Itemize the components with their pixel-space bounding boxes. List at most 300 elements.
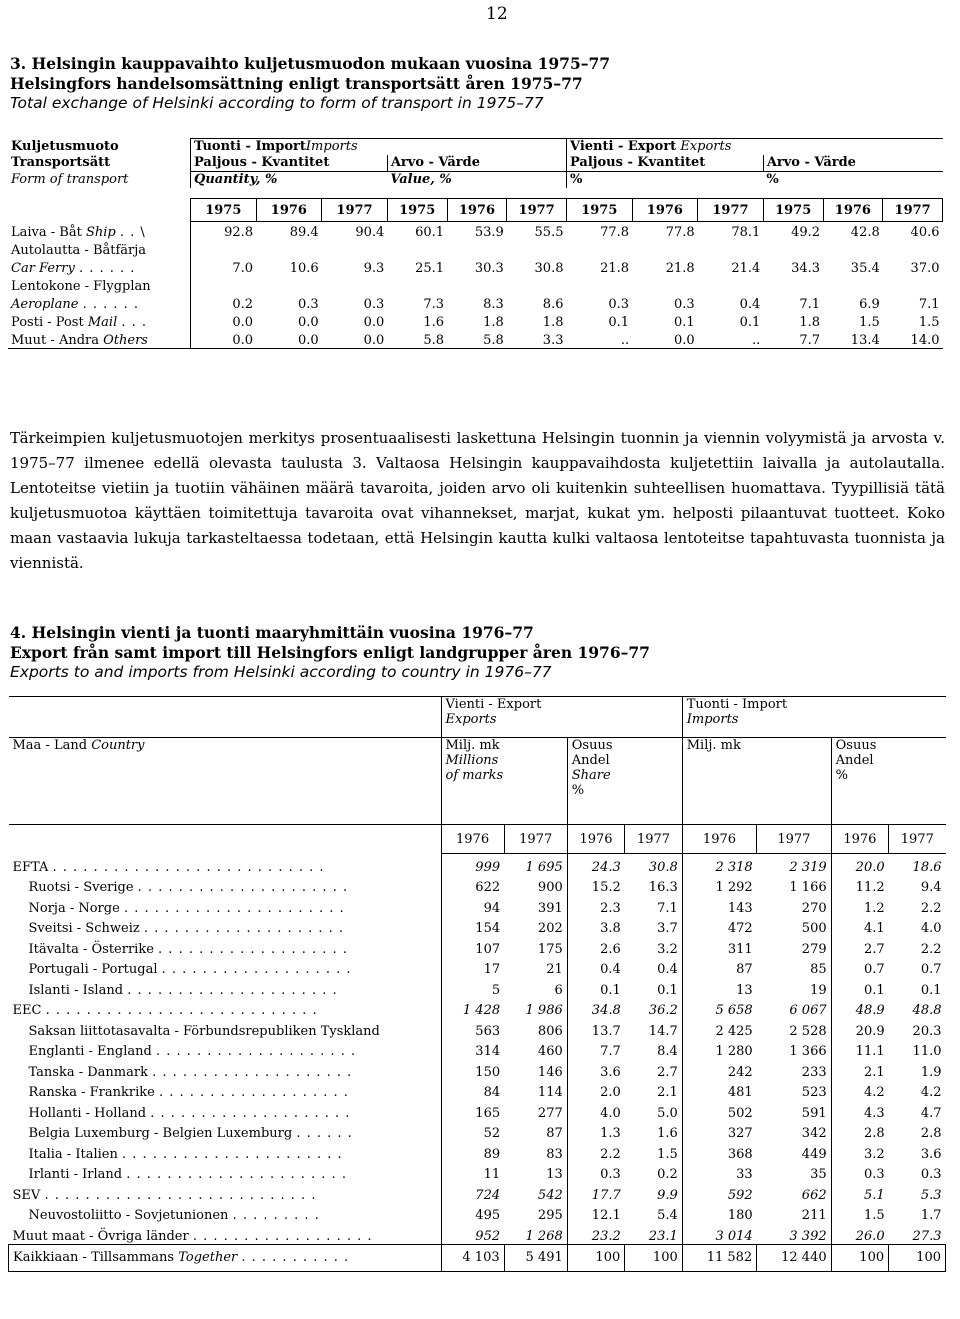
t4-cell: 563 <box>441 1018 504 1039</box>
t4-cell: 4.2 <box>920 1085 942 1100</box>
t3-mode-fi: Kuljetusmuoto <box>11 138 119 154</box>
t4-cell: 1 986 <box>525 1003 563 1018</box>
t4-total-cell: 100 <box>625 1244 683 1271</box>
t4-cell: 34.8 <box>567 998 625 1019</box>
t4-cell: 24.3 <box>567 854 625 875</box>
t4-row <box>9 1182 946 1203</box>
t4-cell: 342 <box>801 1126 827 1141</box>
t4-cell: 5.1 <box>831 1182 889 1203</box>
table4-countries <box>8 696 946 1272</box>
t4-cell: 0.1 <box>920 982 942 998</box>
t3-cell: 53.9 <box>474 225 504 240</box>
t3-row-prelabel <box>8 240 943 258</box>
t4-cell: 5.3 <box>920 1187 942 1203</box>
t3-cell: 8.3 <box>483 297 504 312</box>
t4-cell: 83 <box>546 1146 563 1162</box>
t4-cell: 2.2 <box>920 941 942 957</box>
t4-row <box>9 936 946 957</box>
t3-year-cell: 1977 <box>322 199 388 222</box>
t4-total-cell: 100 <box>567 1244 625 1271</box>
t4-cell: 4.3 <box>831 1100 889 1121</box>
table3-title-en: Total exchange of Helsinki according to form of transport in 1975–77 <box>10 94 544 112</box>
t4-cell: 2.2 <box>567 1141 625 1162</box>
t4-cell: 0.3 <box>831 1162 889 1183</box>
t3-cell: 0.0 <box>191 312 257 330</box>
t4-cell: 500 <box>801 921 827 936</box>
t4-total-cell: 100 <box>831 1244 889 1271</box>
t4-year-cell: 1977 <box>625 825 683 854</box>
t4-total-cell: 4 103 <box>441 1244 504 1271</box>
t4-row <box>9 1059 946 1080</box>
t4-cell: 952 <box>441 1223 504 1244</box>
t3-row-prelabel <box>8 276 943 294</box>
t3-cell: 89.4 <box>289 225 319 240</box>
t4-country-header: Maa - Land Country <box>9 738 442 825</box>
t3-year-cell: 1976 <box>256 199 322 222</box>
t3-cell: 1.8 <box>542 315 564 330</box>
t3-row-label: Muut - Andra Others <box>11 333 148 348</box>
t3-import-val-en: Value, % <box>390 172 452 187</box>
t4-cell: 481 <box>682 1080 756 1101</box>
t3-cell: 0.0 <box>298 333 319 348</box>
t4-cell: 20.3 <box>912 1023 942 1039</box>
t4-cell: 0.1 <box>657 982 678 998</box>
t4-cell: 3.7 <box>657 921 678 936</box>
t4-year-row <box>9 825 946 854</box>
t3-prelabel: Autolautta - Båtfärja <box>11 243 147 258</box>
t4-cell: 5.0 <box>657 1105 678 1121</box>
t4-cell: 0.7 <box>920 962 942 977</box>
t4-cell: 35 <box>810 1167 827 1182</box>
t4-cell: 391 <box>537 900 563 916</box>
t3-cell: 0.4 <box>739 297 761 312</box>
t4-cell: 33 <box>682 1162 756 1183</box>
t4-cell: 26.0 <box>831 1223 889 1244</box>
t4-cell: 17 <box>441 957 504 978</box>
t4-cell: 279 <box>801 941 827 957</box>
t4-row <box>9 1121 946 1142</box>
t3-year-cell: 1975 <box>387 199 447 222</box>
t3-cell: 5.8 <box>423 333 445 348</box>
t3-cell: 1.5 <box>859 315 880 330</box>
t4-cell: 472 <box>682 916 756 937</box>
t4-cell: 6 <box>554 982 563 998</box>
t4-cell: 14.7 <box>648 1023 678 1039</box>
t3-cell: 7.7 <box>799 333 821 348</box>
t3-cell: 42.8 <box>850 225 880 240</box>
t3-row-label: Laiva - Båt Ship . . \ <box>11 225 146 240</box>
t4-cell: 1.9 <box>920 1064 942 1080</box>
t4-cell: 0.4 <box>567 957 625 978</box>
t3-cell: 0.1 <box>673 315 695 330</box>
t3-cell: 35.4 <box>850 261 880 276</box>
t3-row <box>8 222 943 241</box>
t4-cell: 0.3 <box>920 1167 942 1182</box>
t3-year-row <box>8 199 943 222</box>
t3-cell: 0.1 <box>608 315 630 330</box>
t4-cell: 87 <box>682 957 756 978</box>
t4-cell: 4.0 <box>567 1100 625 1121</box>
t4-cell: 89 <box>441 1141 504 1162</box>
t4-country-label: Italia - Italien . . . . . . . . . . . . . . . . . . . . . . <box>28 1146 343 1162</box>
t4-total-cell: 12 440 <box>757 1244 831 1271</box>
t4-cell: 368 <box>682 1141 756 1162</box>
t3-import-qty-en: Quantity, % <box>191 172 388 189</box>
t3-cell: 90.4 <box>355 225 385 240</box>
t3-cell: 1.8 <box>483 315 504 330</box>
t4-cell: 87 <box>546 1126 563 1141</box>
t3-cell: 5.8 <box>483 333 504 348</box>
t4-cell: 4.7 <box>920 1105 942 1121</box>
t4-cell: 2.2 <box>920 900 942 916</box>
t3-cell: 7.3 <box>423 297 445 312</box>
t4-cell: 85 <box>810 962 827 977</box>
t3-cell: 0.0 <box>191 330 257 349</box>
t4-cell: 3 014 <box>682 1223 756 1244</box>
t3-import-header: Tuonti - ImportImports <box>191 139 567 156</box>
t4-cell: 591 <box>801 1105 827 1121</box>
t4-cell: 84 <box>441 1080 504 1101</box>
t3-row-label: Car Ferry . . . . . . <box>11 261 136 276</box>
t4-cell: 233 <box>801 1064 827 1080</box>
t4-cell: 3.2 <box>657 941 678 957</box>
t3-year-cell: 1977 <box>883 199 943 222</box>
t4-cell: 0.1 <box>567 977 625 998</box>
t4-cell: 502 <box>682 1100 756 1121</box>
t4-cell: 592 <box>682 1182 756 1203</box>
t4-cell: 1.5 <box>831 1203 889 1224</box>
t4-row <box>9 1080 946 1101</box>
t3-mode-en: Form of transport <box>11 171 129 187</box>
t4-cell: 23.1 <box>648 1228 678 1244</box>
t3-export-header: Vienti - Export Exports <box>566 139 942 156</box>
t3-cell: 1.6 <box>423 315 445 330</box>
t4-cell: 2.1 <box>657 1085 678 1100</box>
t4-cell: 11.2 <box>831 875 889 896</box>
t3-export-val-pct: % <box>766 172 779 187</box>
t3-cell: 10.6 <box>289 261 319 276</box>
t3-cell: 49.2 <box>791 225 821 240</box>
t4-cell: 11.0 <box>912 1044 942 1059</box>
t3-cell: 7.1 <box>918 297 940 312</box>
t4-import-milj: Milj. mk <box>682 738 831 825</box>
t4-cell: 143 <box>682 895 756 916</box>
t4-cell: 94 <box>441 895 504 916</box>
t4-cell: 1 366 <box>789 1044 827 1059</box>
t4-year-cell: 1976 <box>682 825 756 854</box>
body-paragraph: Tärkeimpien kuljetusmuotojen merkitys prosentuaalisesti laskettuna Helsingin tuonnin ja viennin volyymistä ja arvosta v. 1975–77 ilmenee edellä olevasta taulusta 3. Valtaosa Helsingin kauppavaihdosta kuljetettiin laivalla ja autolautalla. Lentoteitse vietiin ja tuotiin vähäinen määrä tavaroita, joiden arvo oli kuitenkin suhteellisen huomattava. Tyypillisiä tätä kuljetusmuotoa käyttäen toimitettuja tavaroita ovat vihannekset, marjat, kukat ym. helposti pilaantuvat tuotteet. Koko maan vastaavia lukuja tarkasteltaessa todetaan, että Helsingin kautta kulki valtaosa lentoteitse tapahtuvasta tuonnista ja viennistä. <box>10 429 945 572</box>
t4-row <box>9 1039 946 1060</box>
t4-cell: 662 <box>801 1187 827 1203</box>
t3-prelabel: Lentokone - Flygplan <box>11 279 151 294</box>
t4-cell: 2.6 <box>567 936 625 957</box>
t4-year-cell: 1976 <box>831 825 889 854</box>
t3-year-cell: 1976 <box>447 199 507 222</box>
t4-cell: 13 <box>682 977 756 998</box>
t4-cell: 1.7 <box>920 1208 942 1223</box>
t3-cell: 21.4 <box>731 261 761 276</box>
t4-cell: 0.7 <box>831 957 889 978</box>
t4-row <box>9 977 946 998</box>
t4-country-label: Englanti - England . . . . . . . . . . . . . . . . . . . . <box>28 1044 357 1059</box>
t4-country-label: Irlanti - Irland . . . . . . . . . . . . . . . . . . . . . . <box>28 1167 347 1182</box>
t3-year-cell: 1975 <box>566 199 632 222</box>
t4-cell: 180 <box>682 1203 756 1224</box>
t4-row <box>9 1100 946 1121</box>
t3-year-cell: 1976 <box>823 199 883 222</box>
t4-cell: 2.7 <box>657 1064 678 1080</box>
t3-year-cell: 1976 <box>632 199 698 222</box>
t4-row <box>9 875 946 896</box>
t4-cell: 4.1 <box>831 916 889 937</box>
t3-cell: 55.5 <box>534 225 564 240</box>
t4-cell: 2.3 <box>567 895 625 916</box>
t4-cell: 20.0 <box>831 854 889 875</box>
table3-title-sv: Helsingfors handelsomsättning enligt transportsätt åren 1975–77 <box>10 74 583 93</box>
t4-cell: 1 268 <box>525 1228 563 1244</box>
t4-country-label: Muut maat - Övriga länder . . . . . . . . . . . . . . . . . . <box>12 1228 373 1244</box>
t3-mode-sv: Transportsätt <box>11 155 111 170</box>
t4-cell: 13.7 <box>567 1018 625 1039</box>
t3-cell: 0.0 <box>363 333 385 348</box>
t4-cell: 5 658 <box>682 998 756 1019</box>
t4-row <box>9 957 946 978</box>
t4-country-label: Ruotsi - Sverige . . . . . . . . . . . . . . . . . . . . . <box>28 880 349 895</box>
t4-cell: 1 292 <box>682 875 756 896</box>
t4-cell: 2.1 <box>831 1059 889 1080</box>
t4-cell: 114 <box>537 1085 563 1100</box>
t4-cell: 20.9 <box>831 1018 889 1039</box>
t4-cell: 202 <box>537 921 563 936</box>
t4-cell: 12.1 <box>567 1203 625 1224</box>
t4-cell: 150 <box>441 1059 504 1080</box>
t3-cell: 13.4 <box>850 333 880 348</box>
t4-country-label: Norja - Norge . . . . . . . . . . . . . . . . . . . . . . <box>28 900 345 916</box>
t4-country-label: EEC . . . . . . . . . . . . . . . . . . . . . . . . . . . <box>12 1003 318 1018</box>
t4-cell: 2.8 <box>920 1126 942 1141</box>
t4-cell: 7.7 <box>567 1039 625 1060</box>
t3-cell: 37.0 <box>910 261 940 276</box>
t4-cell: 23.2 <box>567 1223 625 1244</box>
t4-country-label: Hollanti - Holland . . . . . . . . . . . . . . . . . . . . <box>28 1105 351 1121</box>
t3-cell: 30.3 <box>474 261 504 276</box>
t4-cell: 27.3 <box>912 1228 942 1244</box>
t4-cell: 495 <box>441 1203 504 1224</box>
t4-total-cell: 100 <box>889 1244 946 1271</box>
t4-row <box>9 854 946 875</box>
t3-cell: .. <box>752 333 761 348</box>
t3-cell: 6.9 <box>859 297 880 312</box>
t4-year-cell: 1977 <box>889 825 946 854</box>
t4-row <box>9 1223 946 1244</box>
t3-row <box>8 330 943 349</box>
t3-cell: 0.1 <box>739 315 761 330</box>
t4-cell: 48.8 <box>912 1003 942 1018</box>
t4-import-header: Tuonti - Import Imports <box>682 697 945 738</box>
t4-cell: 3.6 <box>567 1059 625 1080</box>
t4-cell: 2 528 <box>789 1023 827 1039</box>
t3-cell: 0.0 <box>363 315 385 330</box>
t4-country-label: Itävalta - Österrike . . . . . . . . . . . . . . . . . . . <box>28 941 348 957</box>
t4-export-milj: Milj. mk Millions of marks <box>441 738 567 825</box>
t4-cell: 3.6 <box>920 1146 942 1162</box>
t4-cell: 460 <box>537 1044 563 1059</box>
t4-country-label: Saksan liittotasavalta - Förbundsrepubliken Tyskland <box>28 1023 380 1039</box>
t3-cell: 21.8 <box>600 261 630 276</box>
t4-cell: 806 <box>537 1023 563 1039</box>
t3-year-cell: 1977 <box>507 199 567 222</box>
t4-cell: 17.7 <box>567 1182 625 1203</box>
t4-cell: 0.4 <box>657 962 678 977</box>
t4-cell: 2.7 <box>831 936 889 957</box>
t4-cell: 2 319 <box>789 859 827 875</box>
t4-cell: 242 <box>682 1059 756 1080</box>
t3-cell: .. <box>620 333 630 348</box>
t4-country-label: Islanti - Island . . . . . . . . . . . . . . . . . . . . . <box>28 982 338 998</box>
t4-cell: 52 <box>441 1121 504 1142</box>
t3-cell: 0.2 <box>191 294 257 312</box>
t4-export-header: Vienti - Export Exports <box>441 697 682 738</box>
t4-cell: 724 <box>441 1182 504 1203</box>
t4-cell: 107 <box>441 936 504 957</box>
t3-cell: 0.0 <box>673 333 695 348</box>
t4-cell: 270 <box>801 900 827 916</box>
table4-title-en: Exports to and imports from Helsinki according to country in 1976–77 <box>10 663 552 681</box>
t4-cell: 449 <box>801 1146 827 1162</box>
t4-cell: 542 <box>537 1187 563 1203</box>
t4-row <box>9 1018 946 1039</box>
t4-country-label: Sveitsi - Schweiz . . . . . . . . . . . . . . . . . . . . <box>28 921 345 936</box>
t4-country-label: Belgia Luxemburg - Belgien Luxemburg . . . . . . <box>28 1126 353 1141</box>
t4-cell: 4.0 <box>920 921 942 936</box>
t4-cell: 5 <box>441 977 504 998</box>
t4-row <box>9 895 946 916</box>
t4-row <box>9 1162 946 1183</box>
t3-cell: 60.1 <box>415 225 445 240</box>
t3-cell: 34.3 <box>791 261 821 276</box>
t4-total-label: Kaikkiaan - Tillsammans Together . . . . . . . . . . . <box>9 1244 442 1271</box>
t4-row <box>9 998 946 1019</box>
t4-total-cell: 5 491 <box>504 1244 567 1271</box>
t3-cell: 78.1 <box>731 225 761 240</box>
table3-transport <box>8 138 943 351</box>
t4-cell: 15.2 <box>567 875 625 896</box>
t3-cell: 3.3 <box>542 333 564 348</box>
t4-country-label: SEV . . . . . . . . . . . . . . . . . . . . . . . . . . . <box>12 1187 317 1203</box>
t4-cell: 1.5 <box>657 1146 678 1162</box>
t4-cell: 165 <box>441 1100 504 1121</box>
t4-cell: 19 <box>810 982 827 998</box>
t4-cell: 146 <box>537 1064 563 1080</box>
t4-cell: 3 392 <box>789 1228 827 1244</box>
t4-cell: 327 <box>682 1121 756 1142</box>
t3-cell: 9.3 <box>363 261 385 276</box>
t4-cell: 1.2 <box>831 895 889 916</box>
t4-cell: 1.6 <box>657 1126 678 1141</box>
t3-year-cell: 1975 <box>763 199 823 222</box>
t4-row <box>9 1141 946 1162</box>
t4-cell: 3.8 <box>567 916 625 937</box>
t3-row-label: Posti - Post Mail . . . <box>11 315 148 330</box>
t4-cell: 21 <box>546 962 563 977</box>
t3-cell: 0.3 <box>298 297 319 312</box>
t4-cell: 900 <box>537 880 563 895</box>
t4-total-row <box>9 1244 946 1271</box>
t3-export-qty-pct: % <box>566 172 763 189</box>
t4-cell: 0.2 <box>657 1167 678 1182</box>
t4-country-label: EFTA . . . . . . . . . . . . . . . . . . . . . . . . . . . <box>12 859 325 875</box>
t4-cell: 311 <box>682 936 756 957</box>
t3-cell: 92.8 <box>191 222 257 241</box>
t3-cell: 77.8 <box>600 225 630 240</box>
t4-cell: 295 <box>537 1208 563 1223</box>
t3-cell: 8.6 <box>542 297 564 312</box>
t4-total-cell: 11 582 <box>682 1244 756 1271</box>
t4-country-label: Portugali - Portugal . . . . . . . . . . . . . . . . . . . <box>28 962 352 977</box>
t4-cell: 11 <box>441 1162 504 1183</box>
t4-cell: 277 <box>537 1105 563 1121</box>
t4-cell: 4.2 <box>831 1080 889 1101</box>
t3-cell: 14.0 <box>910 333 940 348</box>
t4-cell: 1.3 <box>567 1121 625 1142</box>
t4-cell: 3.2 <box>831 1141 889 1162</box>
t4-cell: 314 <box>441 1039 504 1060</box>
t3-cell: 21.8 <box>665 261 695 276</box>
t3-import-val: Arvo - Värde <box>387 155 566 172</box>
t3-import-qty: Paljous - Kvantitet <box>191 155 388 172</box>
t4-row <box>9 1203 946 1224</box>
t4-year-cell: 1976 <box>441 825 504 854</box>
t4-cell: 211 <box>801 1208 827 1223</box>
t4-cell: 0.1 <box>831 977 889 998</box>
t4-cell: 8.4 <box>657 1044 678 1059</box>
t3-cell: 0.0 <box>298 315 319 330</box>
t4-country-label: Neuvostoliitto - Sovjetunionen . . . . . . . . . <box>28 1208 320 1223</box>
t3-row <box>8 312 943 330</box>
t3-cell: 25.1 <box>415 261 445 276</box>
t4-cell: 2 425 <box>682 1018 756 1039</box>
page-number: 12 <box>486 4 508 24</box>
t3-row <box>8 258 943 276</box>
t4-import-share: Osuus Andel % <box>831 738 945 825</box>
t4-cell: 11.1 <box>831 1039 889 1060</box>
t3-cell: 0.3 <box>363 297 385 312</box>
t4-cell: 999 <box>441 854 504 875</box>
t4-cell: 2 318 <box>682 854 756 875</box>
t4-cell: 1 695 <box>525 859 563 875</box>
t4-cell: 13 <box>546 1167 563 1182</box>
t3-cell: 0.3 <box>608 297 630 312</box>
t4-cell: 2.0 <box>567 1080 625 1101</box>
t4-year-cell: 1977 <box>504 825 567 854</box>
t4-cell: 30.8 <box>648 859 678 875</box>
t4-export-share: Osuus Andel Share % <box>567 738 682 825</box>
t3-year-cell: 1977 <box>698 199 764 222</box>
t3-cell: 40.6 <box>910 225 940 240</box>
t4-year-cell: 1976 <box>567 825 625 854</box>
table3-title-fi: 3. Helsingin kauppavaihto kuljetusmuodon mukaan vuosina 1975–77 <box>10 54 611 73</box>
t4-cell: 622 <box>441 875 504 896</box>
table4-title-fi: 4. Helsingin vienti ja tuonti maaryhmittäin vuosina 1976–77 <box>10 623 534 642</box>
t3-row-label: Aeroplane . . . . . . <box>11 297 140 312</box>
t4-cell: 7.1 <box>657 900 678 916</box>
t3-cell: 1.5 <box>918 315 940 330</box>
t4-cell: 154 <box>441 916 504 937</box>
t4-cell: 16.3 <box>648 880 678 895</box>
t3-export-val: Arvo - Värde <box>763 155 942 172</box>
t4-cell: 523 <box>801 1085 827 1100</box>
t4-country-label: Ranska - Frankrike . . . . . . . . . . . . . . . . . . . <box>28 1085 349 1100</box>
